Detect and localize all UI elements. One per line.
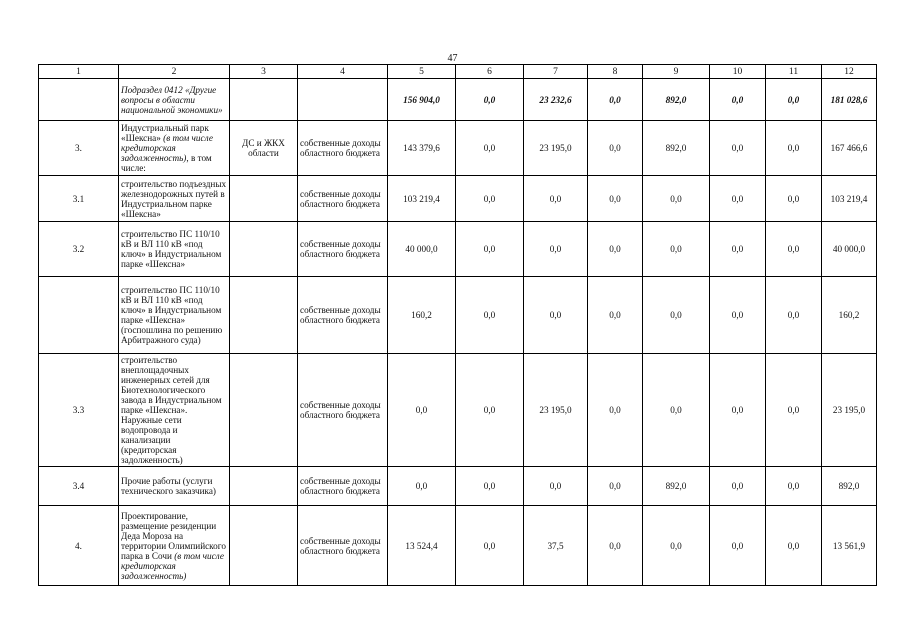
value-cell: 892,0 — [643, 121, 710, 176]
value-cell: 0,0 — [766, 79, 822, 121]
value-cell: 0,0 — [710, 176, 766, 222]
value-cell: 0,0 — [643, 222, 710, 277]
executor-cell — [230, 277, 298, 354]
value-cell: 0,0 — [524, 277, 588, 354]
executor-cell — [230, 354, 298, 467]
column-number: 10 — [710, 65, 766, 79]
row-number: 3.4 — [39, 467, 119, 506]
value-cell: 181 028,6 — [822, 79, 877, 121]
column-number: 2 — [119, 65, 230, 79]
value-cell: 160,2 — [822, 277, 877, 354]
value-cell: 0,0 — [710, 277, 766, 354]
value-cell: 0,0 — [766, 176, 822, 222]
value-cell: 0,0 — [588, 176, 643, 222]
row-description: строительство ПС 110/10 кВ и ВЛ 110 кВ «под ключ» в Индустриальном парке «Шексна» — [119, 222, 230, 277]
funding-source: собственные доходы областного бюджета — [298, 222, 388, 277]
column-number: 3 — [230, 65, 298, 79]
value-cell: 0,0 — [456, 277, 524, 354]
executor-cell — [230, 222, 298, 277]
value-cell: 0,0 — [766, 506, 822, 586]
row-description: Проектирование, размещение резиденции Деда Мороза на территории Олимпийского парка в Сочи (в том числе кредиторская задолженность) — [119, 506, 230, 586]
value-cell: 0,0 — [710, 506, 766, 586]
row-description: Прочие работы (услуги технического заказчика) — [119, 467, 230, 506]
value-cell: 0,0 — [456, 222, 524, 277]
value-cell: 23 195,0 — [822, 354, 877, 467]
row-number-cell — [39, 79, 119, 121]
column-number: 11 — [766, 65, 822, 79]
value-cell: 0,0 — [766, 354, 822, 467]
value-cell: 13 561,9 — [822, 506, 877, 586]
subsection-row — [39, 79, 877, 121]
value-cell: 37,5 — [524, 506, 588, 586]
funding-source: собственные доходы областного бюджета — [298, 176, 388, 222]
table-row — [39, 467, 877, 506]
value-cell: 40 000,0 — [388, 222, 456, 277]
value-cell: 0,0 — [588, 506, 643, 586]
value-cell: 0,0 — [456, 354, 524, 467]
row-number: 3.3 — [39, 354, 119, 467]
value-cell: 0,0 — [710, 121, 766, 176]
column-number: 6 — [456, 65, 524, 79]
row-number: 3.1 — [39, 176, 119, 222]
value-cell: 892,0 — [822, 467, 877, 506]
value-cell: 0,0 — [766, 121, 822, 176]
row-description: строительство внеплощадочных инженерных сетей для Биотехнологического завода в Индустриальном парке «Шексна». Наружные сети водопровода и канализации (кредиторская задолженность) — [119, 354, 230, 467]
value-cell: 0,0 — [456, 176, 524, 222]
table-row — [39, 354, 877, 467]
value-cell: 0,0 — [643, 354, 710, 467]
value-cell: 156 904,0 — [388, 79, 456, 121]
value-cell: 40 000,0 — [822, 222, 877, 277]
value-cell: 13 524,4 — [388, 506, 456, 586]
value-cell: 23 232,6 — [524, 79, 588, 121]
row-description: строительство подъездных железнодорожных путей в Индустриальном парке «Шексна» — [119, 176, 230, 222]
row-number: 3.2 — [39, 222, 119, 277]
column-number: 7 — [524, 65, 588, 79]
executor-cell: ДС и ЖКХ области — [230, 121, 298, 176]
column-number-row — [39, 65, 877, 79]
value-cell: 0,0 — [456, 79, 524, 121]
value-cell: 0,0 — [588, 79, 643, 121]
value-cell: 103 219,4 — [822, 176, 877, 222]
value-cell: 0,0 — [766, 467, 822, 506]
value-cell: 892,0 — [643, 467, 710, 506]
executor-cell — [230, 467, 298, 506]
table-row — [39, 176, 877, 222]
value-cell: 0,0 — [456, 506, 524, 586]
funding-source: собственные доходы областного бюджета — [298, 467, 388, 506]
value-cell: 160,2 — [388, 277, 456, 354]
value-cell: 0,0 — [524, 176, 588, 222]
value-cell: 0,0 — [388, 354, 456, 467]
value-cell: 0,0 — [456, 467, 524, 506]
value-cell: 0,0 — [643, 506, 710, 586]
executor-cell — [230, 176, 298, 222]
column-number: 1 — [39, 65, 119, 79]
value-cell: 0,0 — [588, 222, 643, 277]
row-number: 3. — [39, 121, 119, 176]
table-row — [39, 121, 877, 176]
page-number: 47 — [447, 53, 458, 64]
table-row — [39, 277, 877, 354]
value-cell: 103 219,4 — [388, 176, 456, 222]
value-cell: 0,0 — [588, 277, 643, 354]
subsection-name: Подраздел 0412 «Другие вопросы в области национальной экономики» — [119, 79, 230, 121]
column-number: 12 — [822, 65, 877, 79]
funding-source: собственные доходы областного бюджета — [298, 354, 388, 467]
column-number: 9 — [643, 65, 710, 79]
value-cell: 0,0 — [643, 176, 710, 222]
value-cell: 0,0 — [588, 121, 643, 176]
value-cell: 143 379,6 — [388, 121, 456, 176]
column-number: 8 — [588, 65, 643, 79]
value-cell: 0,0 — [524, 467, 588, 506]
column-number: 5 — [388, 65, 456, 79]
value-cell: 0,0 — [766, 277, 822, 354]
row-description: Индустриальный парк «Шексна» (в том числе кредиторская задолженность), в том числе: — [119, 121, 230, 176]
value-cell: 0,0 — [710, 79, 766, 121]
table-row — [39, 506, 877, 586]
funding-source: собственные доходы областного бюджета — [298, 121, 388, 176]
executor-cell — [230, 79, 298, 121]
budget-table — [38, 64, 877, 586]
value-cell: 0,0 — [710, 354, 766, 467]
row-description: строительство ПС 110/10 кВ и ВЛ 110 кВ «под ключ» в Индустриальном парке «Шексна» (госпошлина по решению Арбитражного суда) — [119, 277, 230, 354]
value-cell: 0,0 — [710, 467, 766, 506]
value-cell: 0,0 — [710, 222, 766, 277]
value-cell: 0,0 — [588, 354, 643, 467]
value-cell: 0,0 — [456, 121, 524, 176]
source-cell — [298, 79, 388, 121]
value-cell: 892,0 — [643, 79, 710, 121]
value-cell: 0,0 — [524, 222, 588, 277]
value-cell: 0,0 — [588, 467, 643, 506]
row-number — [39, 277, 119, 354]
executor-cell — [230, 506, 298, 586]
value-cell: 0,0 — [766, 222, 822, 277]
row-number: 4. — [39, 506, 119, 586]
value-cell: 23 195,0 — [524, 121, 588, 176]
funding-source: собственные доходы областного бюджета — [298, 506, 388, 586]
value-cell: 0,0 — [643, 277, 710, 354]
table-row — [39, 222, 877, 277]
value-cell: 167 466,6 — [822, 121, 877, 176]
funding-source: собственные доходы областного бюджета — [298, 277, 388, 354]
value-cell: 23 195,0 — [524, 354, 588, 467]
value-cell: 0,0 — [388, 467, 456, 506]
column-number: 4 — [298, 65, 388, 79]
